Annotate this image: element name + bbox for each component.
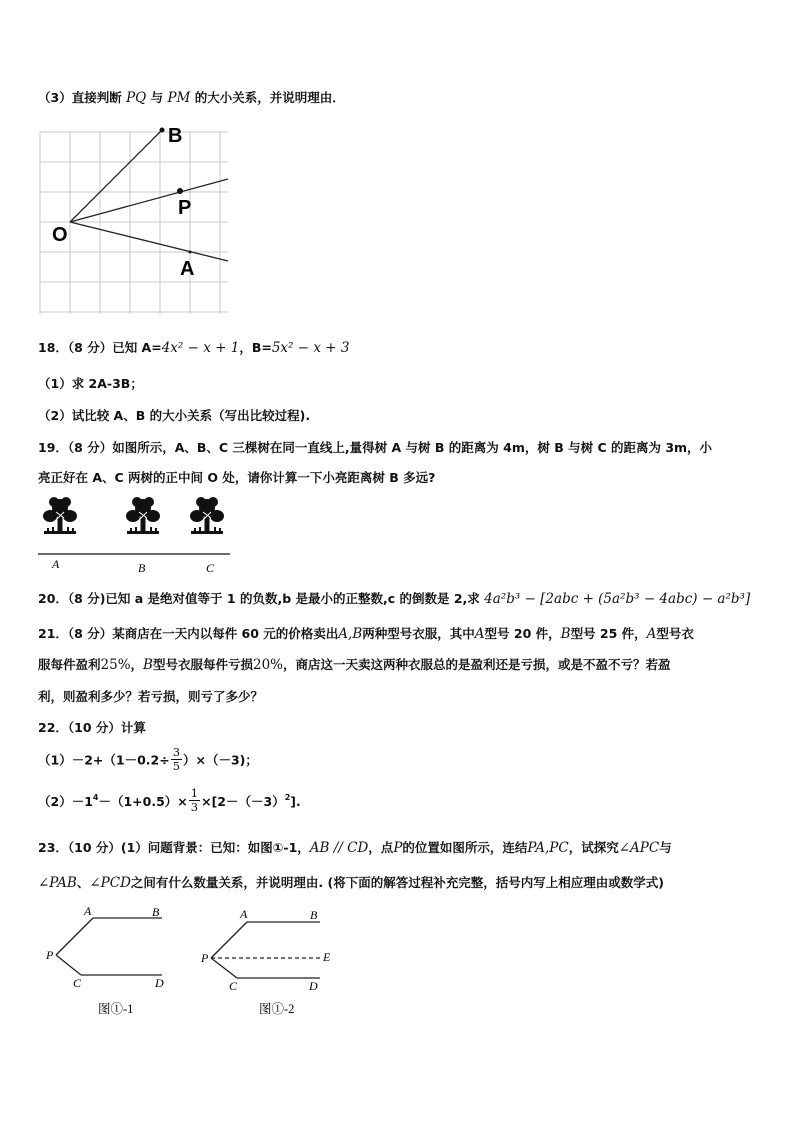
expr-a: 4x² − x + 1 <box>161 340 240 356</box>
svg-text:P: P <box>201 951 209 965</box>
ray-ob <box>70 130 162 222</box>
q20: 20．（8 分)已知 a 是绝对值等于 1 的负数,b 是最小的正整数,c 的倒数是 2,求 4a²b³ − [2abc + (5a²b³ − 4abc) − a²b³] <box>38 591 751 607</box>
q23-line2: ∠PAB、∠PCD之间有什么数量关系，并说明理由. (将下面的解答过程补充完整，括号内写上相应理由或数学式) <box>38 875 664 891</box>
tree-b-icon <box>126 497 160 534</box>
q21-line2: 服每件盈利25%，B型号衣服每件亏损20%，商店这一天卖这两种衣服总的是盈利还是亏损，或是不盈不亏？若盈 <box>38 657 671 673</box>
fraction-1-3: $\frac{1}{3}$ <box>190 786 199 814</box>
tree-a-icon <box>43 497 77 534</box>
q20-expression: 4a²b³ − [2abc + (5a²b³ − 4abc) − a²b³] <box>484 591 751 607</box>
q19-line1: 19．（8 分）如图所示，A、B、C 三棵树在同一直线上,量得树 A 与树 B 的距离为 4m，树 B 与树 C 的距离为 3m，小 <box>38 440 713 455</box>
q18-header: 18．（8 分）已知 A=4x² − x + 1，B=5x² − x + 3 <box>38 340 350 356</box>
q17-part3: （3）直接判断 PQ 与 PM 的大小关系，并说明理由． <box>38 90 345 106</box>
svg-text:P: P <box>46 948 54 962</box>
svg-text:A: A <box>84 904 92 918</box>
tree-label-b: B <box>138 561 146 575</box>
svg-text:A: A <box>240 907 248 921</box>
expr-b: 5x² − x + 3 <box>271 340 350 356</box>
svg-text:D: D <box>155 976 164 990</box>
q21-line3: 利，则盈利多少？若亏损，则亏了多少？ <box>38 689 264 704</box>
q18-part1: （1）求 2A-3B； <box>38 376 143 391</box>
q22-part1: （1）－2+（1－0.2÷ $\frac{3}{5}$ ）×（－3)； <box>38 745 258 773</box>
segment-pq: PQ <box>126 90 147 106</box>
ray-op <box>70 179 228 222</box>
q21-line1: 21．（8 分）某商店在一天内以每件 60 元的价格卖出A,B两种型号衣服，其中A型号 20 件，B型号 25 件，A型号衣 <box>38 626 694 642</box>
svg-text:C: C <box>73 976 82 990</box>
tree-label-a: A <box>52 557 60 571</box>
tree-label-c: C <box>206 561 215 575</box>
label-o: O <box>52 224 68 246</box>
q19-line2: 亮正好在 A、C 两树的正中间 O 处，请你计算一下小亮距离树 B 多远? <box>38 470 436 485</box>
ray-oa <box>70 222 228 261</box>
segment-pm: PM <box>167 90 191 106</box>
svg-text:E: E <box>323 950 331 964</box>
grid-angle-figure <box>36 120 236 320</box>
trees-figure <box>36 492 236 576</box>
tree-c-icon <box>190 497 224 534</box>
label-a: A <box>180 258 195 280</box>
caption-fig-1-1: 图①-1 <box>98 1002 134 1016</box>
q22-part2: $(2)-1^4-(1+0.5)\times$ $\frac{1}{3}$ $\times[2-(-3)^2]$. <box>38 786 301 814</box>
svg-text:D: D <box>309 979 318 993</box>
label-b: B <box>168 125 183 147</box>
label-p: P <box>178 197 192 219</box>
q18-part2: （2）试比较 A、B 的大小关系（写出比较过程). <box>38 408 311 423</box>
fraction-3-5: $\frac{3}{5}$ <box>172 745 181 773</box>
svg-text:C: C <box>229 979 238 993</box>
q23-line1: 23．（10 分）(1）问题背景：已知：如图①-1，AB // CD，点P的位置如图所示，连结PA,PC，试探究∠APC与 <box>38 840 672 856</box>
figure-1-2 <box>196 900 346 1022</box>
figure-1-1 <box>40 900 180 1022</box>
svg-text:B: B <box>310 908 318 922</box>
caption-fig-1-2: 图①-2 <box>259 1002 295 1016</box>
q22-header: 22．（10 分）计算 <box>38 720 146 735</box>
svg-text:B: B <box>152 905 160 919</box>
